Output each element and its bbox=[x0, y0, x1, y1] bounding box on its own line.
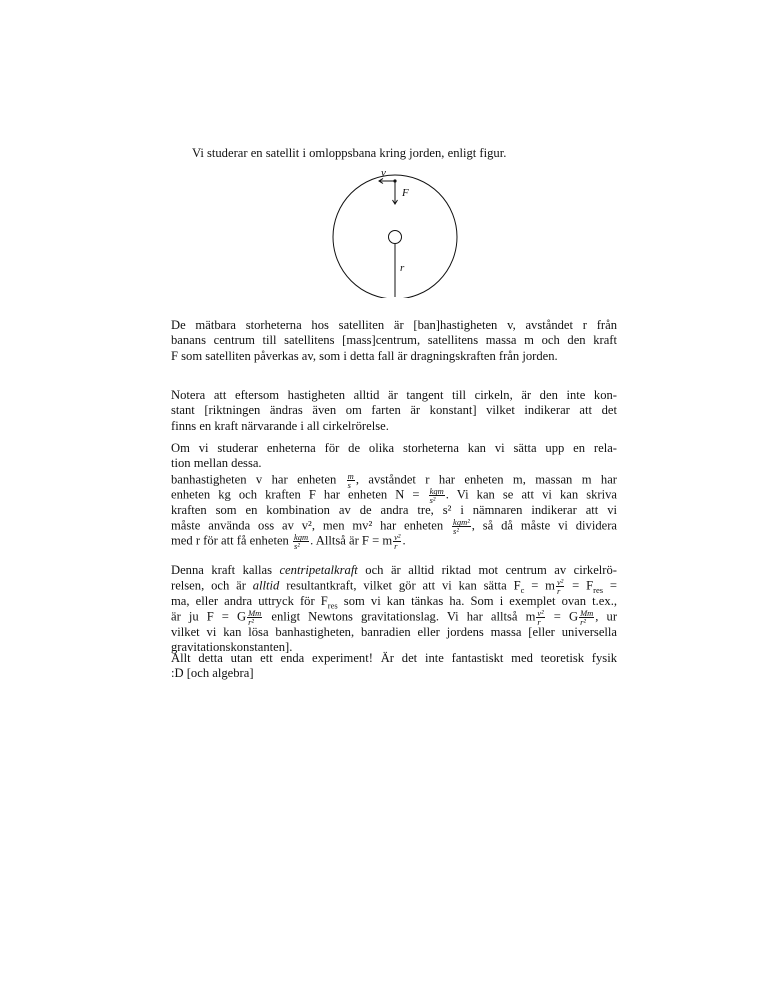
fraction-kgm-per-s2-b: $\frac{\text{kgm}}{\text{s²}}$ bbox=[294, 532, 309, 552]
label-v: v bbox=[381, 167, 386, 179]
text-line: banhastigheten v har enheten $\frac{m}{s}$ , avståndet r har enheten m, massan m har bbox=[171, 470, 617, 490]
text-line: är ju F = G $\frac{Mm}{\text{r²}}$ enligt Newtons gravitationslag. Vi har alltså m $\frac{\text{v²}}{r}$ = G $\frac{Mm}{\text{r²}}$ , ur bbox=[171, 608, 618, 628]
text-line: Denna kraft kallas centripetalkraft och är alltid riktad mot centrum av cirkelrö- bbox=[171, 563, 617, 577]
intro-text: Vi studerar en satellit i omloppsbana kring jorden, enligt figur. bbox=[192, 146, 507, 160]
orbit-figure bbox=[326, 164, 466, 298]
text-line: banans centrum till satellitens [mass]centrum, satellitens massa m och den kraft bbox=[171, 333, 617, 348]
text-line: F som satelliten påverkas av, som i detta fall är dragningskraften från jorden. bbox=[171, 348, 558, 363]
text-line: relsen, och är alltid resultantkraft, vilket gör att vi kan sätta $F_c = m$ $\frac{\text{v²}}{r}$ = $F_{res}$ = bbox=[171, 577, 617, 597]
text-line: med r för att få enheten $\frac{\text{kgm}}{\text{s²}}$ . Alltså är F = m $\frac{\text{v²}}{r}$ . bbox=[171, 532, 406, 552]
paragraph-units bbox=[171, 441, 618, 552]
paragraph-tangent bbox=[171, 388, 617, 434]
label-F: F bbox=[402, 187, 409, 199]
text-line: vilket vi kan lösa banhastigheten, banradien eller jordens massa [eller universella bbox=[171, 624, 617, 639]
text-line: gravitationskonstanten]. bbox=[171, 639, 293, 654]
text-line: :D [och algebra] bbox=[171, 666, 254, 681]
text-line: stant [riktningen ändras även om farten är konstant] vilket indikerar att det bbox=[171, 403, 617, 418]
text-line: finns en kraft närvarande i all cirkelrörelse. bbox=[171, 418, 389, 433]
paragraph-centripetal bbox=[171, 563, 617, 655]
text-line: Allt detta utan ett enda experiment! Är det inte fantastiskt med teoretisk fysik bbox=[171, 651, 617, 665]
earth-circle bbox=[389, 231, 402, 244]
text-line: De mätbara storheterna hos satelliten är [ban]hastigheten v, avståndet r från bbox=[171, 318, 617, 332]
fraction-kgm-per-s2: $\frac{\text{kgm}}{\text{s²}}$ bbox=[429, 486, 444, 506]
text-line: måste använda oss av v², men mv² har enheten $\frac{\text{kgm²}}{\text{s²}}$ , så då måste vi dividera bbox=[171, 516, 618, 536]
fraction-v2-per-r-b: $\frac{\text{v²}}{r}$ bbox=[556, 577, 564, 597]
text-line: ma, eller andra uttryck för $F_{res}$ som vi kan tänkas ha. Som i exemplet ovan t.ex., bbox=[171, 593, 617, 611]
text-line: Notera att eftersom hastigheten alltid är tangent till cirkeln, är den inte kon- bbox=[171, 388, 617, 402]
fraction-kgm2-per-s2: $\frac{\text{kgm²}}{\text{s²}}$ bbox=[453, 516, 470, 536]
text-line: enheten kg och kraften F har enheten N = $\frac{\text{kgm}}{\text{s²}}$ . Vi kan se att vi kan skriva bbox=[171, 486, 617, 506]
fraction-v2-per-r: $\frac{\text{v²}}{r}$ bbox=[394, 532, 401, 552]
paragraph-quantities bbox=[171, 318, 617, 364]
text-line: tion mellan dessa. bbox=[171, 456, 262, 471]
text-line: kraften som en kombination av de andra tre, s² i nämnaren indikerar att vi bbox=[171, 502, 617, 517]
paragraph-conclusion bbox=[171, 651, 617, 682]
fraction-m-per-s: $\frac{m}{s}$ bbox=[347, 470, 354, 490]
fraction-v2-per-r-c: $\frac{\text{v²}}{r}$ bbox=[537, 608, 544, 628]
fraction-Mm-per-r2: $\frac{Mm}{\text{r²}}$ bbox=[248, 608, 262, 628]
text-line: Om vi studerar enheterna för de olika storheterna kan vi sätta upp en rela- bbox=[171, 441, 617, 455]
fraction-Mm-per-r2-b: $\frac{Mm}{\text{r²}}$ bbox=[580, 608, 594, 628]
label-r: r bbox=[400, 262, 405, 274]
